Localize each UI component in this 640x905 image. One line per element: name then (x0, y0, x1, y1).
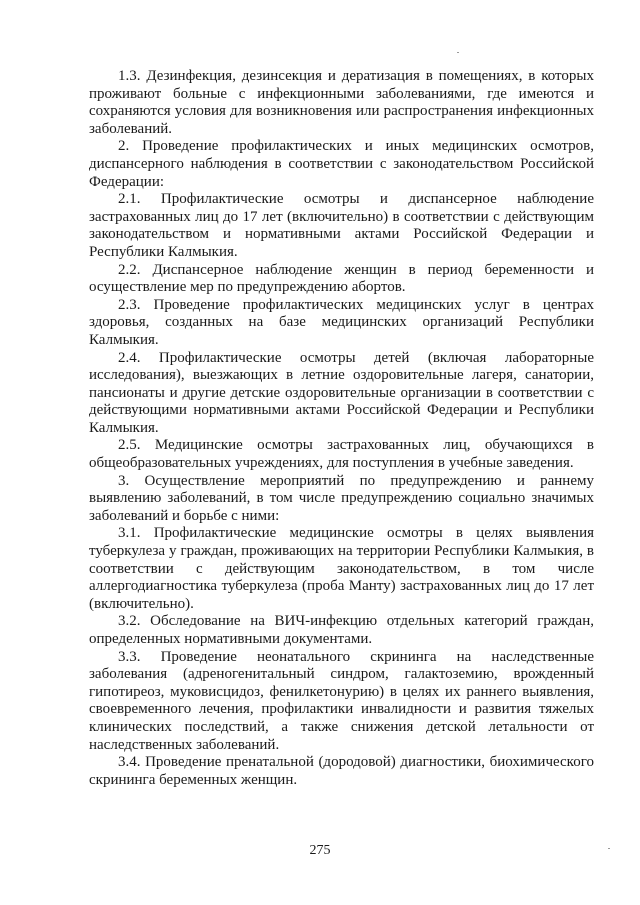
paragraph-3: 3. Осуществление мероприятий по предупреждению и раннему выявлению заболеваний, в том числе предупреждению социально значимых заболеваний и борьбе с ними: (89, 472, 594, 524)
paragraph-3-4: 3.4. Проведение пренатальной (дородовой) диагностики, биохимического скрининга беременных женщин. (89, 754, 594, 788)
paragraph-3-2: 3.2. Обследование на ВИЧ-инфекцию отдельных категорий граждан, определенных нормативными документами. (89, 613, 594, 647)
paragraph-2-2: 2.2. Диспансерное наблюдение женщин в период беременности и осуществление мер по предупреждению абортов. (89, 261, 594, 296)
scan-artifact-top (457, 52, 459, 53)
paragraph-3-3: 3.3. Проведение неонатального скрининга на наследственные заболевания (адреногенитальный синдром, галактоземию, врожденный гипотиреоз, муковисцидоз, фенилкетонурию) в целях их раннего выявления, своевременного лечения, профилактики инвалидности и развития тяжелых клинических последствий, а также снижения детской летальности от наследственных заболеваний. (89, 648, 594, 753)
paragraph-2: 2. Проведение профилактических и иных медицинских осмотров, диспансерного наблюдения в соответствии с законодательством Российской Федерации: (89, 138, 594, 190)
paragraph-2-3: 2.3. Проведение профилактических медицинских услуг в центрах здоровья, созданных на базе медицинских организаций Республики Калмыкия. (89, 296, 594, 348)
page-number: 275 (309, 843, 331, 858)
paragraph-2-5: 2.5. Медицинские осмотры застрахованных лиц, обучающихся в общеобразовательных учреждениях, для поступления в учебные заведения. (89, 437, 594, 472)
paragraph-3-1: 3.1. Профилактические медицинские осмотры в целях выявления туберкулеза у граждан, проживающих на территории Республики Калмыкия, в соответствии с действующим законодательством, в том числе аллергодиагностика туберкулеза (проба Манту) застрахованных лиц до 17 лет (включительно). (89, 525, 594, 612)
paragraph-1-3: 1.3. Дезинфекция, дезинсекция и дератизация в помещениях, в которых проживают больные с инфекционными заболеваниями, где имеются и сохраняются условия для возникновения или распространения инфекционных заболеваний. (89, 68, 594, 137)
scan-artifact-right (608, 848, 610, 849)
paragraph-2-1: 2.1. Профилактические осмотры и диспансерное наблюдение застрахованных лиц до 17 лет (включительно) в соответствии с действующим законодательством и нормативными актами Российской Федерации и Республики Калмыкия. (89, 191, 594, 260)
paragraph-2-4: 2.4. Профилактические осмотры детей (включая лабораторные исследования), выезжающих в летние оздоровительные лагеря, санатории, пансионаты и другие детские оздоровительные организации в соответствии с действующими нормативными актами Российской Федерации и Республики Калмыкия. (89, 349, 594, 436)
document-body (89, 68, 594, 789)
